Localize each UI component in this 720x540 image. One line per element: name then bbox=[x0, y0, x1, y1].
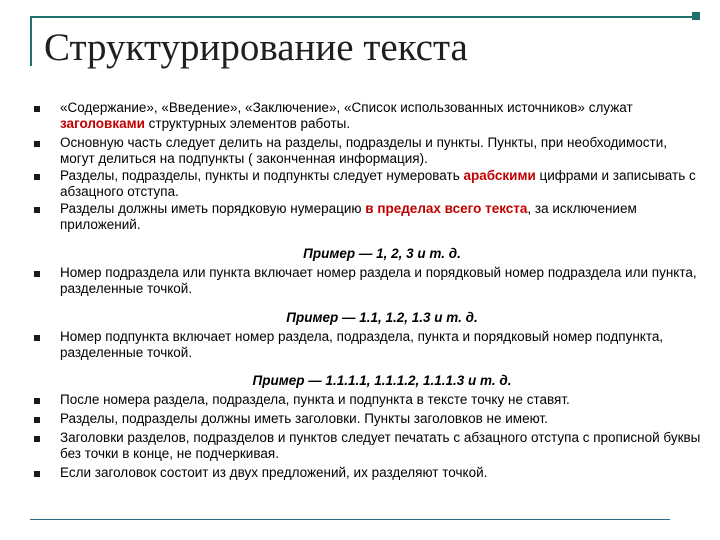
bullet-icon bbox=[34, 174, 40, 180]
list-item bbox=[60, 411, 704, 427]
item-text: Разделы должны иметь порядковую нумерацию bbox=[60, 201, 366, 216]
item-text: После номера раздела, подраздела, пункта и подпункта в тексте точку не ставят. bbox=[60, 392, 570, 407]
slide-title: Структурирование текста bbox=[44, 26, 468, 69]
item-text: Номер подраздела или пункта включает номер раздела и порядковый номер подраздела или пункта, разделенные точкой. bbox=[60, 265, 697, 296]
frame-corner-square bbox=[692, 12, 700, 20]
item-text: «Содержание», «Введение», «Заключение», «Список использованных источников» служат bbox=[60, 100, 633, 115]
bullet-icon bbox=[34, 436, 40, 442]
example-caption: Пример — 1.1.1.1, 1.1.1.2, 1.1.1.3 и т. д. bbox=[252, 373, 512, 388]
frame-left-line bbox=[30, 16, 32, 66]
list-item bbox=[60, 265, 704, 297]
list-item bbox=[60, 201, 704, 233]
item-text: Разделы, подразделы, пункты и подпункты следует нумеровать bbox=[60, 168, 464, 183]
list-item bbox=[60, 329, 704, 361]
frame-top-line bbox=[30, 16, 694, 18]
item-text: Номер подпункта включает номер раздела, подраздела, пункта и порядковый номер подпункта, разделенные точкой. bbox=[60, 329, 664, 360]
item-text: Основную часть следует делить на разделы, подразделы и пункты. Пункты, при необходимости, могут делиться на подпункты ( законченная информация). bbox=[60, 135, 667, 166]
item-text: Заголовки разделов, подразделов и пунктов следует печатать с абзацного отступа с прописной буквы без точки в конце, не подчеркивая. bbox=[60, 430, 701, 461]
bullet-icon bbox=[34, 471, 40, 477]
example-caption: Пример — 1.1, 1.2, 1.3 и т. д. bbox=[286, 310, 478, 325]
list-item bbox=[60, 100, 704, 132]
item-highlight: в пределах всего текста bbox=[365, 201, 528, 216]
list-item bbox=[60, 392, 704, 408]
list-item bbox=[60, 135, 704, 167]
item-text: структурных элементов работы. bbox=[144, 116, 351, 131]
bullet-icon bbox=[34, 271, 40, 277]
example-caption: Пример — 1, 2, 3 и т. д. bbox=[303, 246, 461, 261]
bullet-icon bbox=[34, 207, 40, 213]
item-text: , за исключением приложений. bbox=[60, 201, 637, 232]
item-highlight: заголовками bbox=[60, 116, 145, 131]
bullet-icon bbox=[34, 398, 40, 404]
item-text: цифрами и записывать с абзацного отступа. bbox=[60, 168, 696, 199]
item-text: Если заголовок состоит из двух предложений, их разделяют точкой. bbox=[60, 465, 488, 480]
bullet-icon bbox=[34, 335, 40, 341]
list-item bbox=[60, 168, 704, 200]
frame-bottom-line bbox=[30, 519, 670, 520]
list-item bbox=[60, 465, 704, 481]
bullet-icon bbox=[34, 141, 40, 147]
bullet-icon bbox=[34, 417, 40, 423]
list-item bbox=[60, 430, 704, 462]
bullet-icon bbox=[34, 106, 40, 112]
item-highlight: арабскими bbox=[463, 168, 536, 183]
item-text: Разделы, подразделы должны иметь заголовки. Пункты заголовков не имеют. bbox=[60, 411, 548, 426]
